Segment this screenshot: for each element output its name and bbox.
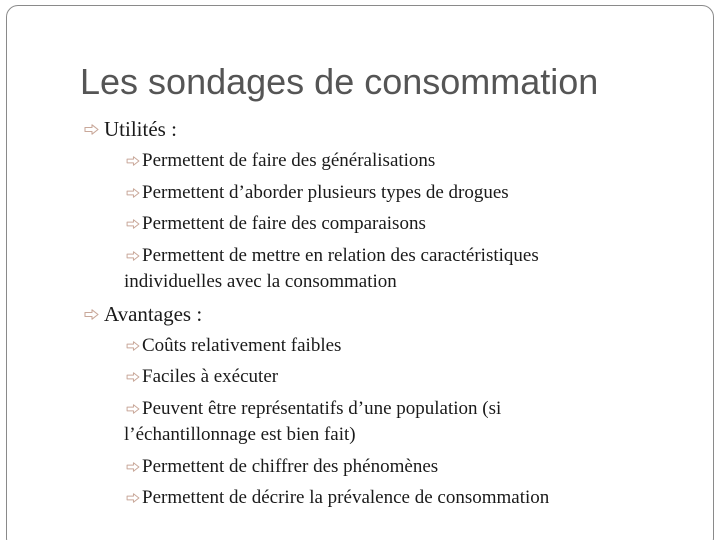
arrow-bullet-icon [126, 188, 140, 198]
section-heading: Utilités : [104, 117, 177, 141]
arrow-bullet-icon [84, 309, 99, 320]
arrow-bullet-icon [126, 493, 140, 503]
arrow-bullet-icon [126, 156, 140, 166]
list-item [116, 333, 684, 360]
list-item-continuation: individuelles avec la consommation [124, 271, 397, 292]
sub-list [104, 333, 684, 512]
list-item [116, 211, 684, 238]
arrow-bullet-icon [126, 341, 140, 351]
list-item [116, 454, 684, 481]
arrow-bullet-icon [126, 462, 140, 472]
list-item [116, 396, 684, 449]
list-item [116, 485, 684, 512]
list-item [116, 364, 684, 391]
sub-list [104, 148, 684, 296]
list-item [116, 180, 684, 207]
list-item-text: Permettent de décrire la prévalence de consommation [142, 487, 550, 508]
list-item-text: Permettent de chiffrer des phénomènes [142, 455, 439, 477]
list-item [116, 148, 684, 175]
arrow-bullet-icon [126, 372, 140, 382]
arrow-bullet-icon [84, 124, 99, 135]
bullet-list [84, 117, 684, 512]
list-item-text: Permettent de faire des comparaisons [142, 213, 426, 234]
section-utilites [84, 117, 684, 296]
list-item-text: Faciles à exécuter [142, 366, 279, 387]
list-item-text: Coûts relativement faibles [142, 334, 342, 356]
slide-title: Les sondages de consommation [80, 61, 599, 102]
arrow-bullet-icon [126, 251, 140, 261]
list-item-text: Permettent d’aborder plusieurs types de drogues [142, 181, 509, 203]
arrow-bullet-icon [126, 404, 140, 414]
list-item-continuation: l’échantillonnage est bien fait) [124, 424, 356, 445]
list-item [116, 243, 684, 296]
list-item-text: Permettent de faire des généralisations [142, 150, 436, 171]
section-heading: Avantages : [104, 301, 203, 326]
list-item-text: Peuvent être représentatifs d’une population (si [142, 397, 502, 419]
section-avantages [84, 302, 684, 512]
slide-content [84, 117, 684, 518]
arrow-bullet-icon [126, 219, 140, 229]
list-item-text: Permettent de mettre en relation des caractéristiques [142, 244, 539, 266]
